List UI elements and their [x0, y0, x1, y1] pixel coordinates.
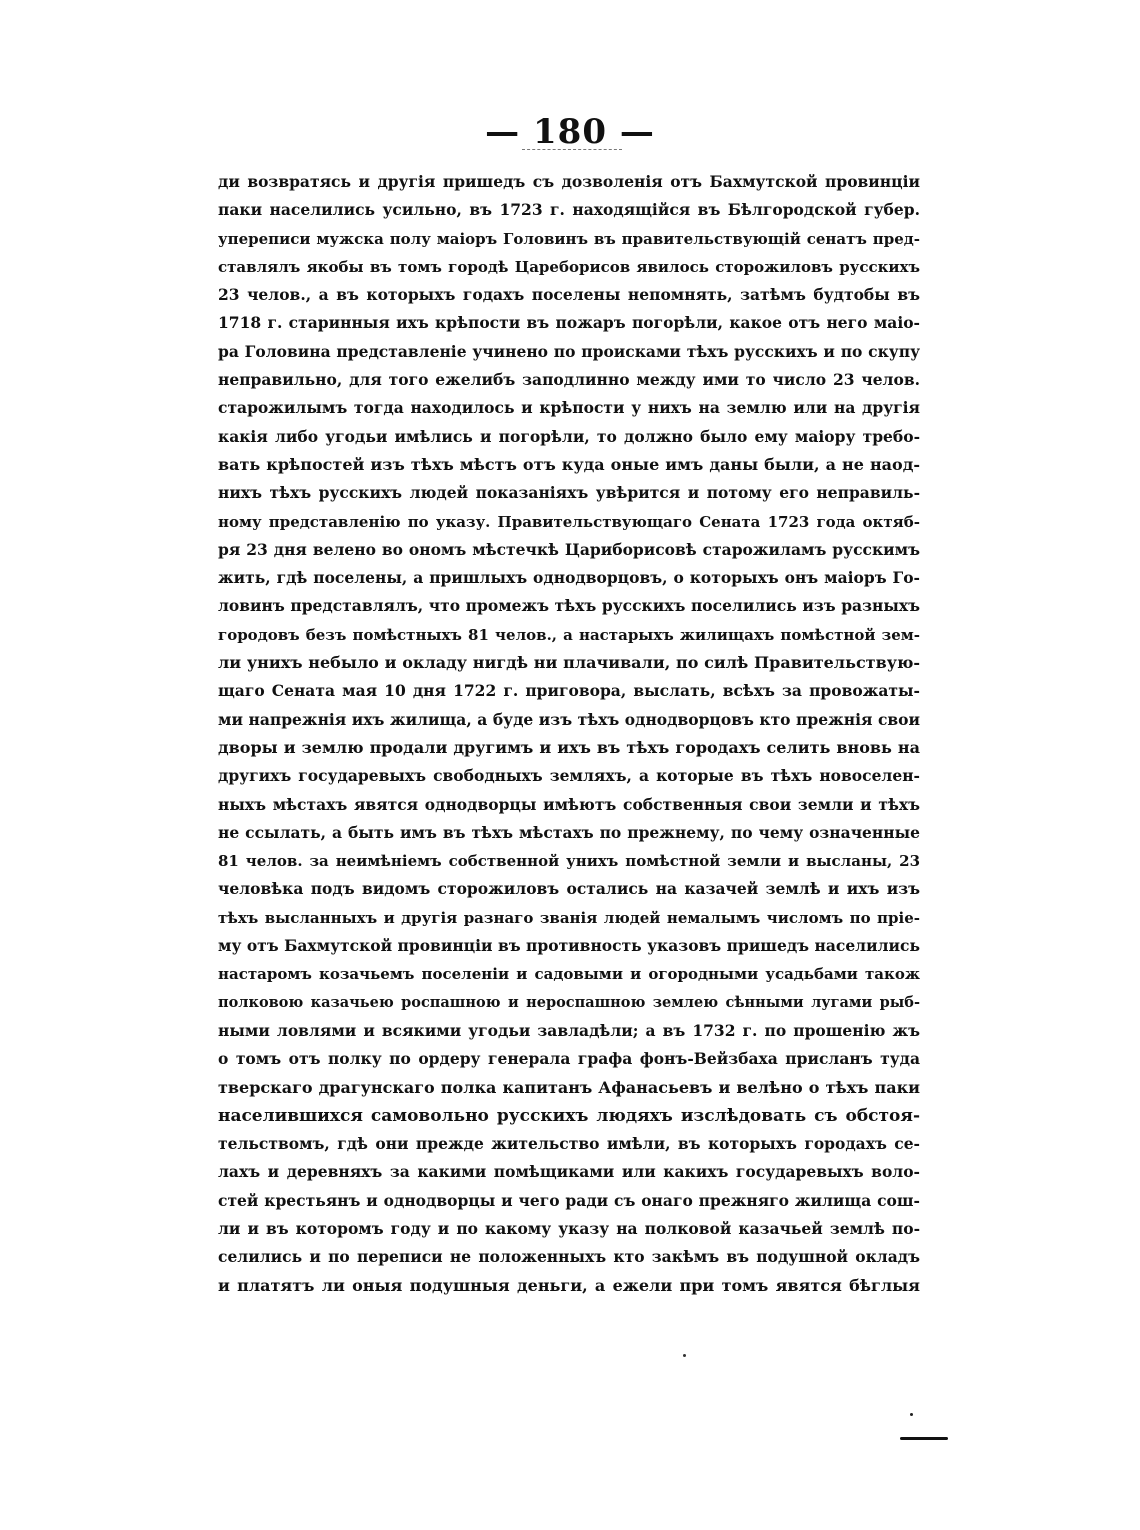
page-number: — 180 —	[485, 112, 655, 152]
text-line: неправильно, для того ежелибъ заподлинно между ими то число 23 челов.	[218, 370, 920, 390]
text-line: ныхъ мѣстахъ явятся однодворцы имѣютъ собственныя свои земли и тѣхъ	[218, 794, 920, 814]
text-line: не ссылать, а быть имъ въ тѣхъ мѣстахъ по прежнему, по чему означенные	[218, 822, 920, 842]
text-line: какія либо угодьи имѣлись и погорѣли, то должно было ему маіору требо-	[218, 426, 920, 446]
text-line: человѣка подъ видомъ сторожиловъ остались на казачей землѣ и ихъ изъ	[218, 879, 920, 899]
text-line: дворы и землю продали другимъ и ихъ въ тѣхъ городахъ селить вновь на	[218, 737, 920, 757]
text-line: ными ловлями и всякими угодьи завладѣли; а въ 1732 г. по прошенію жъ	[218, 1020, 920, 1040]
text-line: му отъ Бахмутской провинціи въ противность указовъ пришедъ населились	[218, 936, 920, 956]
text-line: стей крестьянъ и однодворцы и чего ради съ онаго прежняго жилища сош-	[218, 1190, 920, 1210]
text-line: жить, гдѣ поселены, а пришлыхъ однодворцовъ, о которыхъ онъ маіоръ Го-	[218, 568, 920, 588]
text-line: тѣхъ высланныхъ и другія разнаго званія людей немалымъ числомъ по пріе-	[218, 908, 920, 927]
text-line: ря 23 дня велено во ономъ мѣстечкѣ Цариборисовѣ старожиламъ русскимъ	[218, 539, 920, 559]
text-line: и платятъ ли оныя подушныя деньги, а ежели при томъ явятся бѣглыя	[218, 1275, 920, 1295]
text-line: ли и въ которомъ году и по какому указу на полковой казачьей землѣ по-	[218, 1218, 920, 1238]
text-line: щаго Сената мая 10 дня 1722 г. приговора, выслать, всѣхъ за провожаты-	[218, 681, 920, 701]
text-line: тельствомъ, гдѣ они прежде жительство имѣли, въ которыхъ городахъ се-	[218, 1134, 920, 1154]
text-line: городовъ безъ помѣстныхъ 81 челов., а настарыхъ жилищахъ помѣстной зем-	[218, 625, 920, 644]
text-line: другихъ государевыхъ свободныхъ земляхъ, а которые въ тѣхъ новоселен-	[218, 766, 920, 786]
text-line: нихъ тѣхъ русскихъ людей показаніяхъ увѣрится и потому его неправиль-	[218, 483, 920, 503]
text-line: ставлялъ якобы въ томъ городѣ Цареборисов явилось сторожиловъ русскихъ	[218, 257, 920, 276]
text-line: ли унихъ небыло и окладу нигдѣ ни плачивали, по силѣ Правительствую-	[218, 653, 920, 673]
text-line: селились и по переписи не положенныхъ кто закѣмъ въ подушной окладъ	[218, 1247, 920, 1267]
text-line: ному представленію по указу. Правительствующаго Сената 1723 года октяб-	[218, 512, 920, 531]
text-line: лахъ и деревняхъ за какими помѣщиками или какихъ государевыхъ воло-	[218, 1162, 920, 1182]
margin-dash	[900, 1437, 948, 1440]
text-line: старожилымъ тогда находилось и крѣпости у нихъ на землю или на другія	[218, 398, 920, 418]
text-line: ми напрежнія ихъ жилища, а буде изъ тѣхъ однодворцовъ кто прежнія свои	[218, 709, 920, 729]
text-line: тверскаго драгунскаго полка капитанъ Афанасьевъ и велѣно о тѣхъ паки	[218, 1077, 920, 1097]
text-line: о томъ отъ полку по ордеру генерала графа фонъ-Вейзбаха присланъ туда	[218, 1049, 920, 1069]
text-line: ди возвратясь и другія пришедъ съ дозволенія отъ Бахмутской провинціи	[218, 172, 920, 191]
text-line: настаромъ козачьемъ поселеніи и садовыми и огородными усадьбами також	[218, 965, 920, 984]
text-line: населившихся самовольно русскихъ людяхъ изслѣдовать съ обстоя-	[218, 1105, 920, 1126]
text-line: 81 челов. за неимѣніемъ собственной унихъ помѣстной земли и высланы, 23	[218, 852, 920, 871]
text-line: полковою казачьею роспашною и нероспашною землею сѣнными лугами рыб-	[218, 993, 920, 1011]
text-line: вать крѣпостей изъ тѣхъ мѣстъ отъ куда оные имъ даны были, а не наод-	[218, 454, 920, 474]
margin-dot	[910, 1413, 913, 1416]
text-line: 23 челов., а въ которыхъ годахъ поселены непомнять, затѣмъ будтобы въ	[218, 285, 920, 305]
text-line: упереписи мужска полу маіоръ Головинъ въ правительствующій сенатъ пред-	[218, 229, 920, 248]
text-line: паки населились усильно, въ 1723 г. находящійся въ Бѣлгородской губер.	[218, 200, 920, 220]
body-text	[218, 168, 920, 1300]
text-line: ра Головина представленіе учинено по происками тѣхъ русскихъ и по скупу	[218, 341, 920, 361]
text-line: 1718 г. старинныя ихъ крѣпости въ пожаръ погорѣли, какое отъ него маіо-	[218, 313, 920, 333]
page-number-underline	[522, 149, 622, 150]
print-speck	[683, 1354, 686, 1357]
text-line: ловинъ представлялъ, что промежъ тѣхъ русскихъ поселились изъ разныхъ	[218, 596, 920, 616]
